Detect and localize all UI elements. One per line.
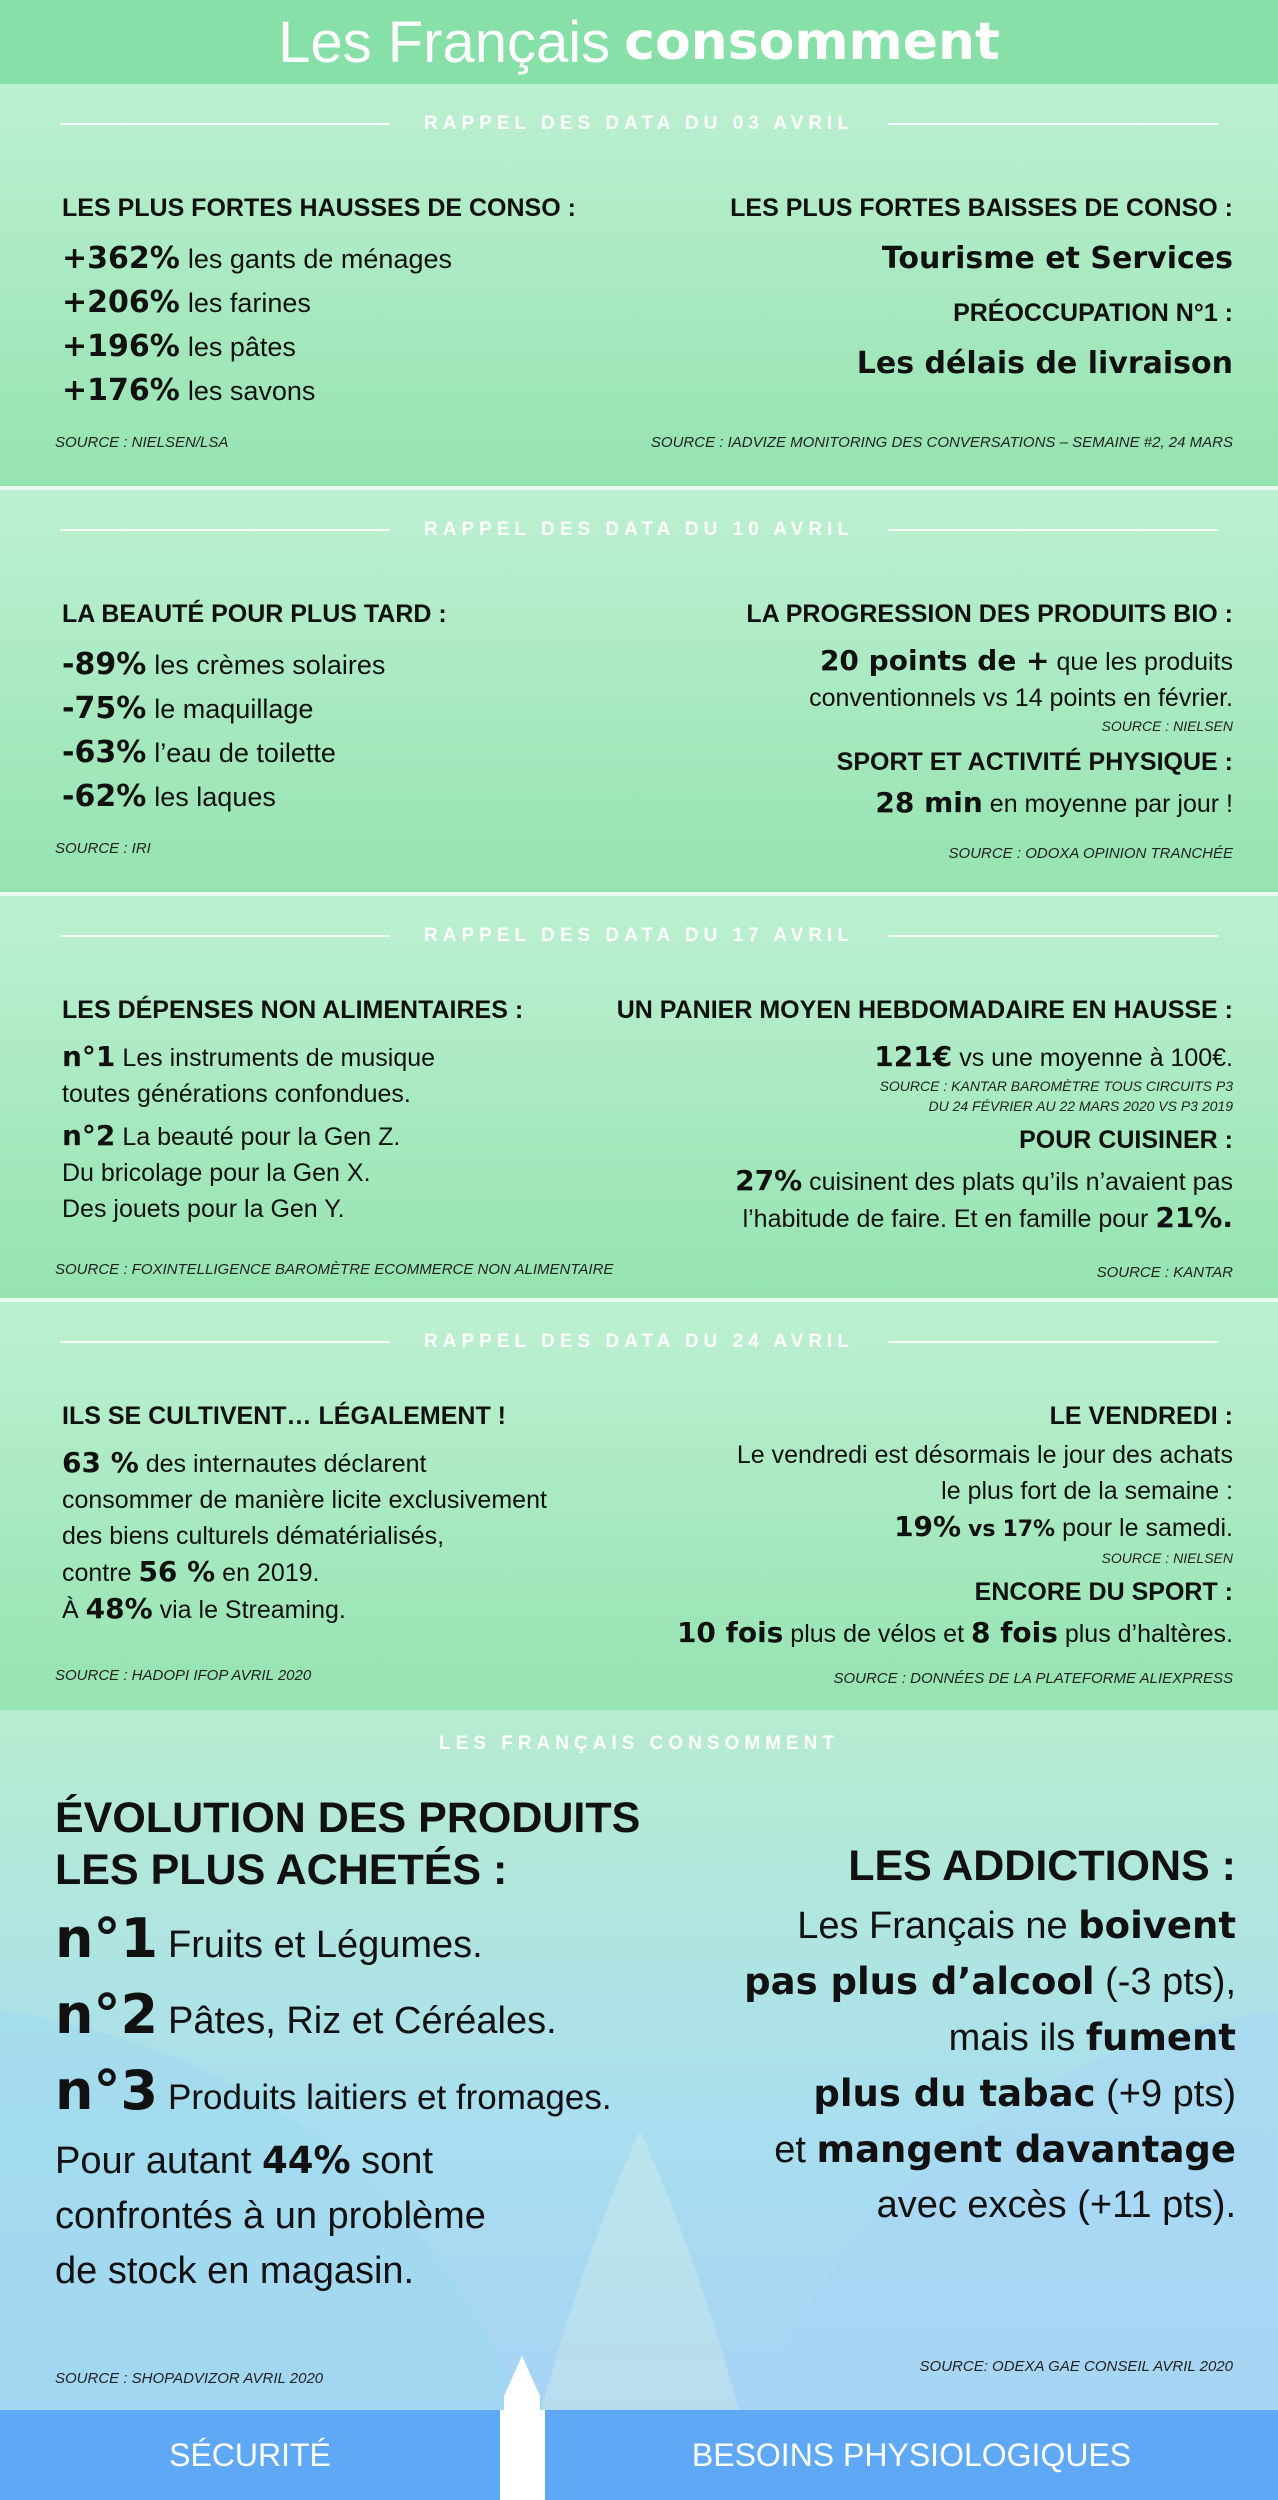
stat-value: -63% xyxy=(62,735,147,770)
section-heading: PRÉOCCUPATION N°1 : xyxy=(953,299,1233,327)
source-note: SOURCE: ODEXA GAE CONSEIL AVRIL 2020 xyxy=(919,2358,1233,2375)
stat-text: via le Streaming. xyxy=(159,1596,346,1624)
right-column xyxy=(593,1402,1233,1652)
band-17-avril xyxy=(0,896,1278,1302)
stat-paragraph xyxy=(593,1509,1233,1548)
stat-value: -62% xyxy=(62,779,147,814)
stat-value: 48% xyxy=(85,1592,153,1625)
header-title-bold: consomment xyxy=(624,12,1000,72)
stat-value: +196% xyxy=(62,329,180,364)
stat-value: 28 min xyxy=(875,786,983,819)
stat-emphasis: mangent davantage xyxy=(816,2128,1236,2171)
right-column xyxy=(543,996,1233,1237)
stat-value: 44% xyxy=(262,2139,351,2182)
page-header xyxy=(0,0,1278,84)
stat-text: de stock en magasin. xyxy=(55,2250,415,2292)
stat-value: +362% xyxy=(62,241,180,276)
rank-text: Fruits et Légumes. xyxy=(168,1924,483,1966)
stat-text: Pour autant xyxy=(55,2140,252,2182)
stat-row xyxy=(62,731,622,775)
stat-value: 8 fois xyxy=(970,1616,1058,1649)
band-10-avril xyxy=(0,490,1278,896)
band-title-text: RAPPEL DES DATA DU 17 AVRIL xyxy=(424,925,854,946)
stat-paragraph xyxy=(62,1445,642,1482)
stat-text: l’eau de toilette xyxy=(154,738,336,768)
stat-emphasis: fument xyxy=(1085,2016,1236,2059)
rank-line xyxy=(62,1039,582,1076)
right-column xyxy=(553,194,1233,386)
rank-line xyxy=(62,1118,582,1155)
stat-value: +206% xyxy=(62,285,180,320)
stat-text: des internautes déclarent xyxy=(145,1450,427,1478)
stat-row xyxy=(62,325,622,369)
section-heading: LES PLUS ACHETÉS : xyxy=(55,1846,508,1894)
stat-text: vs une moyenne à 100€. xyxy=(959,1044,1233,1072)
source-note: SOURCE : KANTAR xyxy=(1096,1264,1233,1281)
rank-text: Du bricolage pour la Gen X. xyxy=(62,1159,371,1187)
section-heading: LES PLUS FORTES BAISSES DE CONSO : xyxy=(730,194,1233,222)
stat-paragraph xyxy=(543,1200,1233,1237)
section-heading: LA PROGRESSION DES PRODUITS BIO : xyxy=(746,600,1233,628)
stat-row xyxy=(62,643,622,687)
stat-text: Le vendredi est désormais le jour des achats xyxy=(736,1441,1233,1469)
source-note: DU 24 FÉVRIER AU 22 MARS 2020 VS P3 2019 xyxy=(928,1098,1233,1114)
addiction-line xyxy=(616,1954,1236,2010)
stat-text: sont xyxy=(361,2140,433,2182)
stat-text: contre xyxy=(62,1559,132,1587)
divider xyxy=(60,123,390,125)
section-heading: ÉVOLUTION DES PRODUITS xyxy=(55,1794,641,1842)
stat-text: en moyenne par jour ! xyxy=(989,790,1233,818)
band-title-text: RAPPEL DES DATA DU 24 AVRIL xyxy=(424,1331,854,1352)
bottom-title xyxy=(0,1734,1278,1754)
divider xyxy=(60,935,390,937)
stat-paragraph xyxy=(543,1163,1233,1200)
stat-emphasis: boivent xyxy=(1078,1904,1236,1947)
footer-physiological-label: BESOINS PHYSIOLOGIQUES xyxy=(691,2436,1132,2473)
stat-row xyxy=(62,687,622,731)
source-note: SOURCE : NIELSEN xyxy=(1101,718,1233,734)
rank-number: n°2 xyxy=(55,1983,159,2046)
section-heading: UN PANIER MOYEN HEBDOMADAIRE EN HAUSSE : xyxy=(616,996,1233,1024)
stat-text: mais ils xyxy=(948,2017,1076,2059)
section-heading: SPORT ET ACTIVITÉ PHYSIQUE : xyxy=(836,748,1233,776)
source-note: SOURCE : IRI xyxy=(55,840,151,857)
footer-arrow xyxy=(0,2410,1278,2500)
stat-value: 27% xyxy=(735,1164,803,1197)
band-title xyxy=(0,926,1278,946)
stat-paragraph xyxy=(62,1554,642,1591)
stat-text: le maquillage xyxy=(154,694,314,724)
section-heading: ENCORE DU SPORT : xyxy=(974,1578,1233,1606)
stat-vs: vs xyxy=(968,1517,996,1542)
stat-value: 17% xyxy=(1002,1517,1056,1542)
source-note: SOURCE : KANTAR BAROMÈTRE TOUS CIRCUITS P3 xyxy=(879,1078,1233,1094)
source-note: SOURCE : SHOPADVIZOR AVRIL 2020 xyxy=(55,2370,324,2387)
stat-paragraph xyxy=(593,1615,1233,1652)
pyramid-footer xyxy=(0,2410,1278,2500)
source-note: SOURCE : IADVIZE MONITORING DES CONVERSATIONS – SEMAINE #2, 24 MARS xyxy=(650,434,1233,451)
rank-text: Produits laitiers et fromages. xyxy=(168,2078,612,2117)
stat-value: 19% xyxy=(894,1510,962,1543)
stat-text: plus d’haltères. xyxy=(1064,1620,1233,1648)
stat-emphasis: pas plus d’alcool xyxy=(744,1960,1095,2003)
divider xyxy=(888,1341,1218,1343)
stat-row xyxy=(62,281,622,325)
rank-text: toutes générations confondues. xyxy=(62,1080,411,1108)
band-24-avril xyxy=(0,1302,1278,1710)
stat-value: 10 fois xyxy=(676,1616,784,1649)
stat-value: 121€ xyxy=(874,1040,953,1073)
stat-text: conventionnels vs 14 points en février. xyxy=(809,684,1233,712)
addiction-line xyxy=(616,2122,1236,2178)
stat-paragraph xyxy=(62,1591,642,1628)
stat-row xyxy=(62,237,622,281)
divider xyxy=(60,529,390,531)
left-column xyxy=(62,996,582,1227)
stat-text: (+9 pts) xyxy=(1106,2073,1236,2115)
section-heading: LES DÉPENSES NON ALIMENTAIRES : xyxy=(62,996,524,1024)
divider xyxy=(60,1341,390,1343)
section-heading: LA BEAUTÉ POUR PLUS TARD : xyxy=(62,600,447,628)
stat-text: consommer de manière licite exclusivement xyxy=(62,1486,547,1514)
addiction-line xyxy=(616,2066,1236,2122)
rank-text: Des jouets pour la Gen Y. xyxy=(62,1195,345,1223)
center-arrow-icon xyxy=(492,2356,552,2416)
highlight-value: Tourisme et Services xyxy=(881,241,1233,276)
stat-value: 56 % xyxy=(138,1555,216,1588)
addiction-line xyxy=(616,1898,1236,1954)
rank-text: La beauté pour la Gen Z. xyxy=(122,1123,401,1151)
source-note: SOURCE : NIELSEN xyxy=(1101,1550,1233,1566)
stat-text: les crèmes solaires xyxy=(154,650,386,680)
rank-text: Pâtes, Riz et Céréales. xyxy=(168,2000,557,2042)
stat-text: cuisinent des plats qu’ils n’avaient pas xyxy=(809,1168,1233,1196)
band-03-avril xyxy=(0,84,1278,490)
stat-paragraph xyxy=(553,785,1233,822)
stat-text: À xyxy=(62,1596,79,1624)
rank-number: n°1 xyxy=(62,1040,116,1073)
stat-text: en 2019. xyxy=(222,1559,320,1587)
band-title xyxy=(0,1332,1278,1352)
section-heading: LES ADDICTIONS : xyxy=(848,1842,1236,1890)
footer-security-label: SÉCURITÉ xyxy=(169,2436,331,2473)
band-title-text: RAPPEL DES DATA DU 03 AVRIL xyxy=(424,113,854,134)
stat-emphasis: plus du tabac xyxy=(813,2072,1096,2115)
rank-text: Les instruments de musique xyxy=(122,1044,436,1072)
section-heading: ILS SE CULTIVENT… LÉGALEMENT ! xyxy=(62,1402,506,1430)
header-title-light: Les Français xyxy=(278,9,611,75)
stat-text: et xyxy=(774,2129,806,2171)
stat-value: -75% xyxy=(62,691,147,726)
stat-text: pour le samedi. xyxy=(1062,1514,1233,1542)
bottom-section xyxy=(0,1710,1278,2500)
right-column xyxy=(553,600,1233,822)
stat-value: 63 % xyxy=(62,1446,139,1479)
stat-value: +176% xyxy=(62,373,180,408)
source-note: SOURCE : FOXINTELLIGENCE BAROMÈTRE ECOMMERCE NON ALIMENTAIRE xyxy=(55,1261,614,1278)
rank-number: n°1 xyxy=(55,1907,159,1970)
source-note: SOURCE : HADOPI IFOP AVRIL 2020 xyxy=(55,1667,312,1684)
addiction-line: avec excès (+11 pts). xyxy=(876,2184,1236,2226)
bottom-right-column xyxy=(616,1840,1236,2233)
stat-value: 20 points de + xyxy=(819,644,1050,677)
stat-row xyxy=(62,775,622,819)
divider xyxy=(888,529,1218,531)
stat-text: les gants de ménages xyxy=(187,244,453,274)
stat-text: le plus fort de la semaine : xyxy=(941,1477,1233,1505)
divider xyxy=(888,935,1218,937)
rank-number: n°2 xyxy=(62,1119,116,1152)
source-note: SOURCE : ODOXA OPINION TRANCHÉE xyxy=(948,845,1233,862)
bottom-title-text: LES FRANÇAIS CONSOMMENT xyxy=(439,1733,839,1754)
source-note: SOURCE : NIELSEN/LSA xyxy=(55,434,229,451)
stat-text: confrontés à un problème xyxy=(55,2195,486,2237)
stat-value: -89% xyxy=(62,647,147,682)
section-heading: LES PLUS FORTES HAUSSES DE CONSO : xyxy=(62,194,576,222)
band-title-text: RAPPEL DES DATA DU 10 AVRIL xyxy=(424,519,854,540)
band-title xyxy=(0,114,1278,134)
stat-text: les savons xyxy=(187,376,316,406)
band-title xyxy=(0,520,1278,540)
rank-number: n°3 xyxy=(55,2059,159,2122)
source-note: SOURCE : DONNÉES DE LA PLATEFORME ALIEXPRESS xyxy=(833,1670,1233,1687)
stat-row xyxy=(62,369,622,413)
stat-paragraph xyxy=(553,643,1233,680)
stat-text: les laques xyxy=(154,782,276,812)
stat-value: 21%. xyxy=(1155,1201,1233,1234)
stat-text: Les Français ne xyxy=(797,1905,1068,1947)
left-column xyxy=(62,194,622,413)
stat-text: que les produits xyxy=(1056,648,1233,676)
left-column xyxy=(62,600,622,819)
left-column xyxy=(62,1402,642,1628)
section-heading: POUR CUISINER : xyxy=(1019,1126,1233,1154)
stat-text: l’habitude de faire. Et en famille pour xyxy=(742,1205,1149,1233)
stat-paragraph xyxy=(543,1039,1233,1076)
divider xyxy=(888,123,1218,125)
stat-text: (-3 pts), xyxy=(1105,1961,1236,2003)
stat-text: plus de vélos et xyxy=(790,1620,965,1648)
section-heading: LE VENDREDI : xyxy=(1049,1402,1233,1430)
highlight-value: Les délais de livraison xyxy=(856,346,1233,381)
stat-text: des biens culturels dématérialisés, xyxy=(62,1522,445,1550)
addiction-line xyxy=(616,2010,1236,2066)
stat-text: les farines xyxy=(187,288,311,318)
stat-text: les pâtes xyxy=(187,332,296,362)
